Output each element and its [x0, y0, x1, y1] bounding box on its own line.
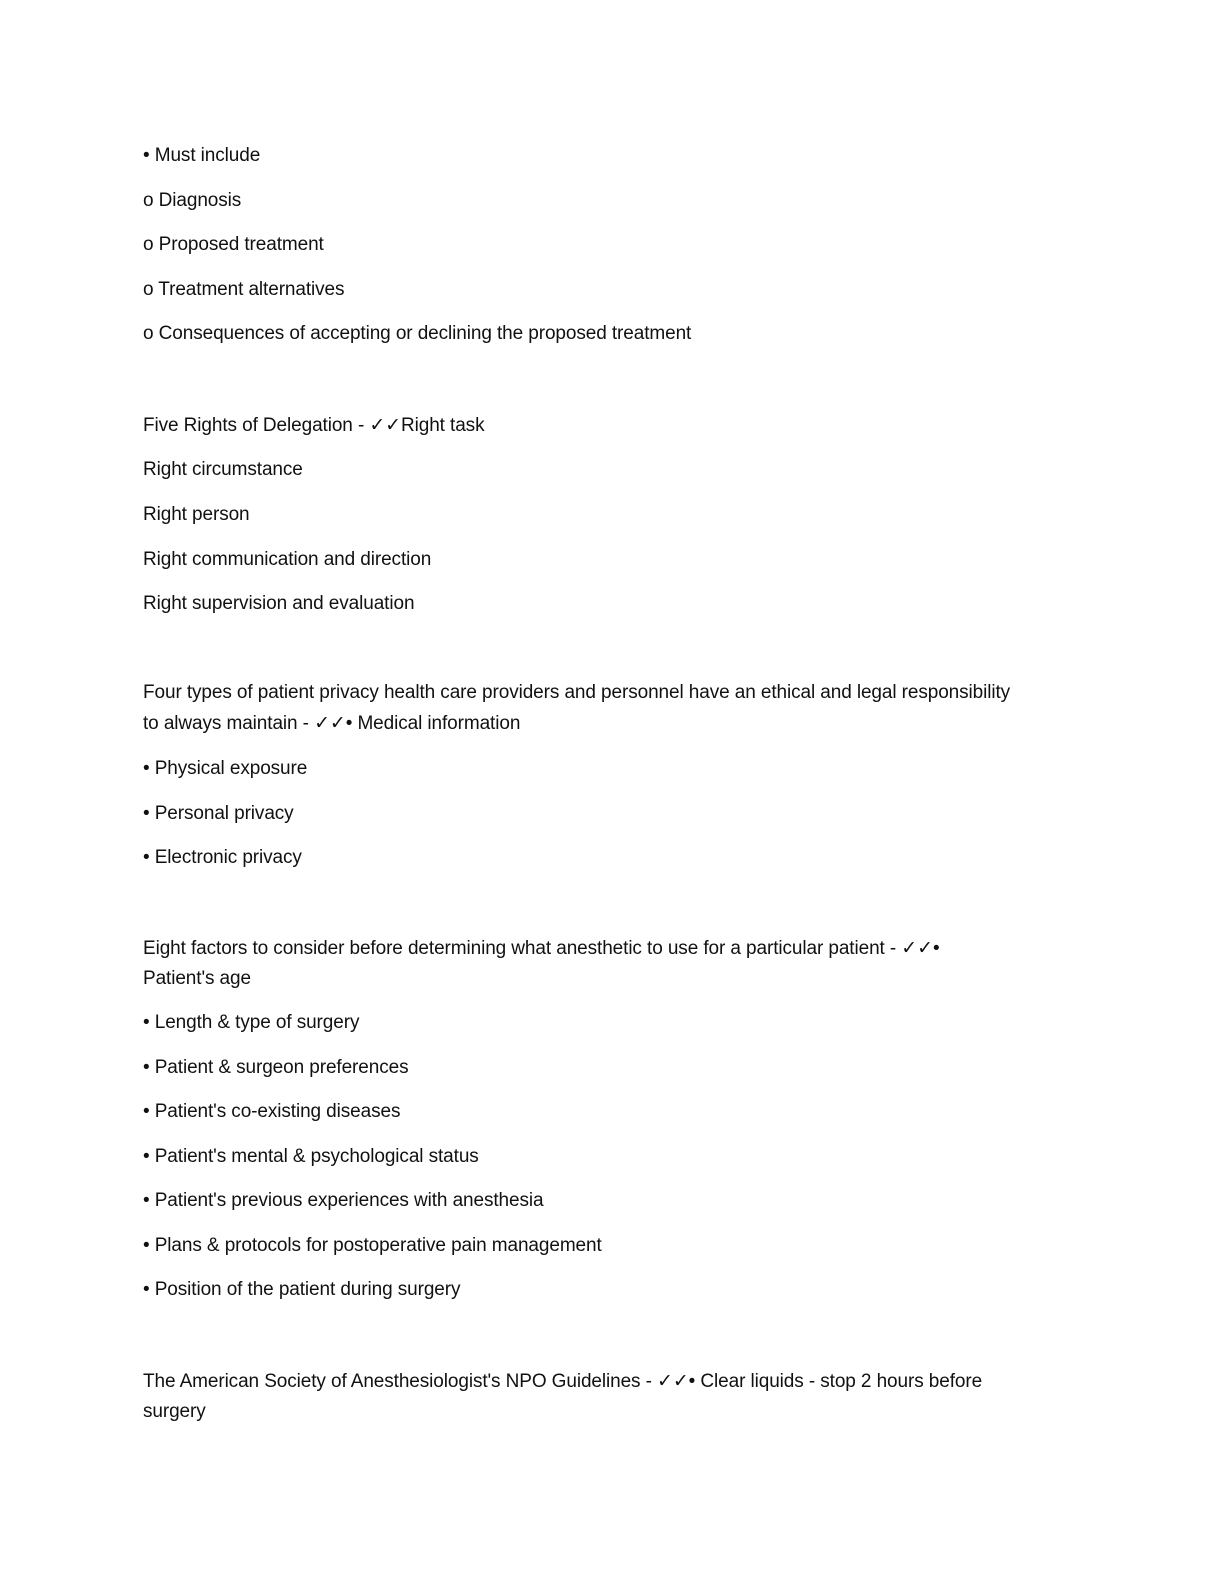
privacy-item-electronic: • Electronic privacy — [143, 847, 302, 868]
must-include-line: • Must include — [143, 145, 261, 166]
npo-heading-line1: The American Society of Anesthesiologist's NPO Guidelines - ✓✓• Clear liquids - stop 2 hours before — [143, 1371, 983, 1392]
privacy-heading-line2: to always maintain - ✓✓• Medical information — [143, 713, 521, 734]
consent-item-diagnosis: o Diagnosis — [143, 190, 242, 211]
delegation-item-circumstance: Right circumstance — [143, 459, 303, 480]
anesthetic-item-preferences: • Patient & surgeon preferences — [143, 1057, 409, 1078]
anesthetic-item-length: • Length & type of surgery — [143, 1012, 360, 1033]
npo-heading-line2: surgery — [143, 1401, 206, 1422]
privacy-heading-line1: Four types of patient privacy health care providers and personnel have an ethical and legal responsibility — [143, 682, 1011, 703]
consent-item-treatment-alternatives: o Treatment alternatives — [143, 279, 345, 300]
consent-item-proposed-treatment: o Proposed treatment — [143, 234, 324, 255]
delegation-item-supervision: Right supervision and evaluation — [143, 593, 415, 614]
anesthetic-item-diseases: • Patient's co-existing diseases — [143, 1101, 401, 1122]
anesthetic-heading-line2: Patient's age — [143, 968, 251, 989]
delegation-item-person: Right person — [143, 504, 250, 525]
anesthetic-item-previous-experiences: • Patient's previous experiences with anesthesia — [143, 1190, 544, 1211]
consent-item-consequences: o Consequences of accepting or declining the proposed treatment — [143, 323, 692, 344]
anesthetic-item-pain-management: • Plans & protocols for postoperative pain management — [143, 1235, 602, 1256]
privacy-item-physical: • Physical exposure — [143, 758, 308, 779]
anesthetic-item-position: • Position of the patient during surgery — [143, 1279, 461, 1300]
delegation-heading: Five Rights of Delegation - ✓✓Right task — [143, 415, 485, 436]
anesthetic-heading-line1: Eight factors to consider before determining what anesthetic to use for a particular patient - ✓✓• — [143, 938, 940, 959]
privacy-item-personal: • Personal privacy — [143, 803, 294, 824]
delegation-item-communication: Right communication and direction — [143, 549, 432, 570]
anesthetic-item-mental-status: • Patient's mental & psychological status — [143, 1146, 479, 1167]
